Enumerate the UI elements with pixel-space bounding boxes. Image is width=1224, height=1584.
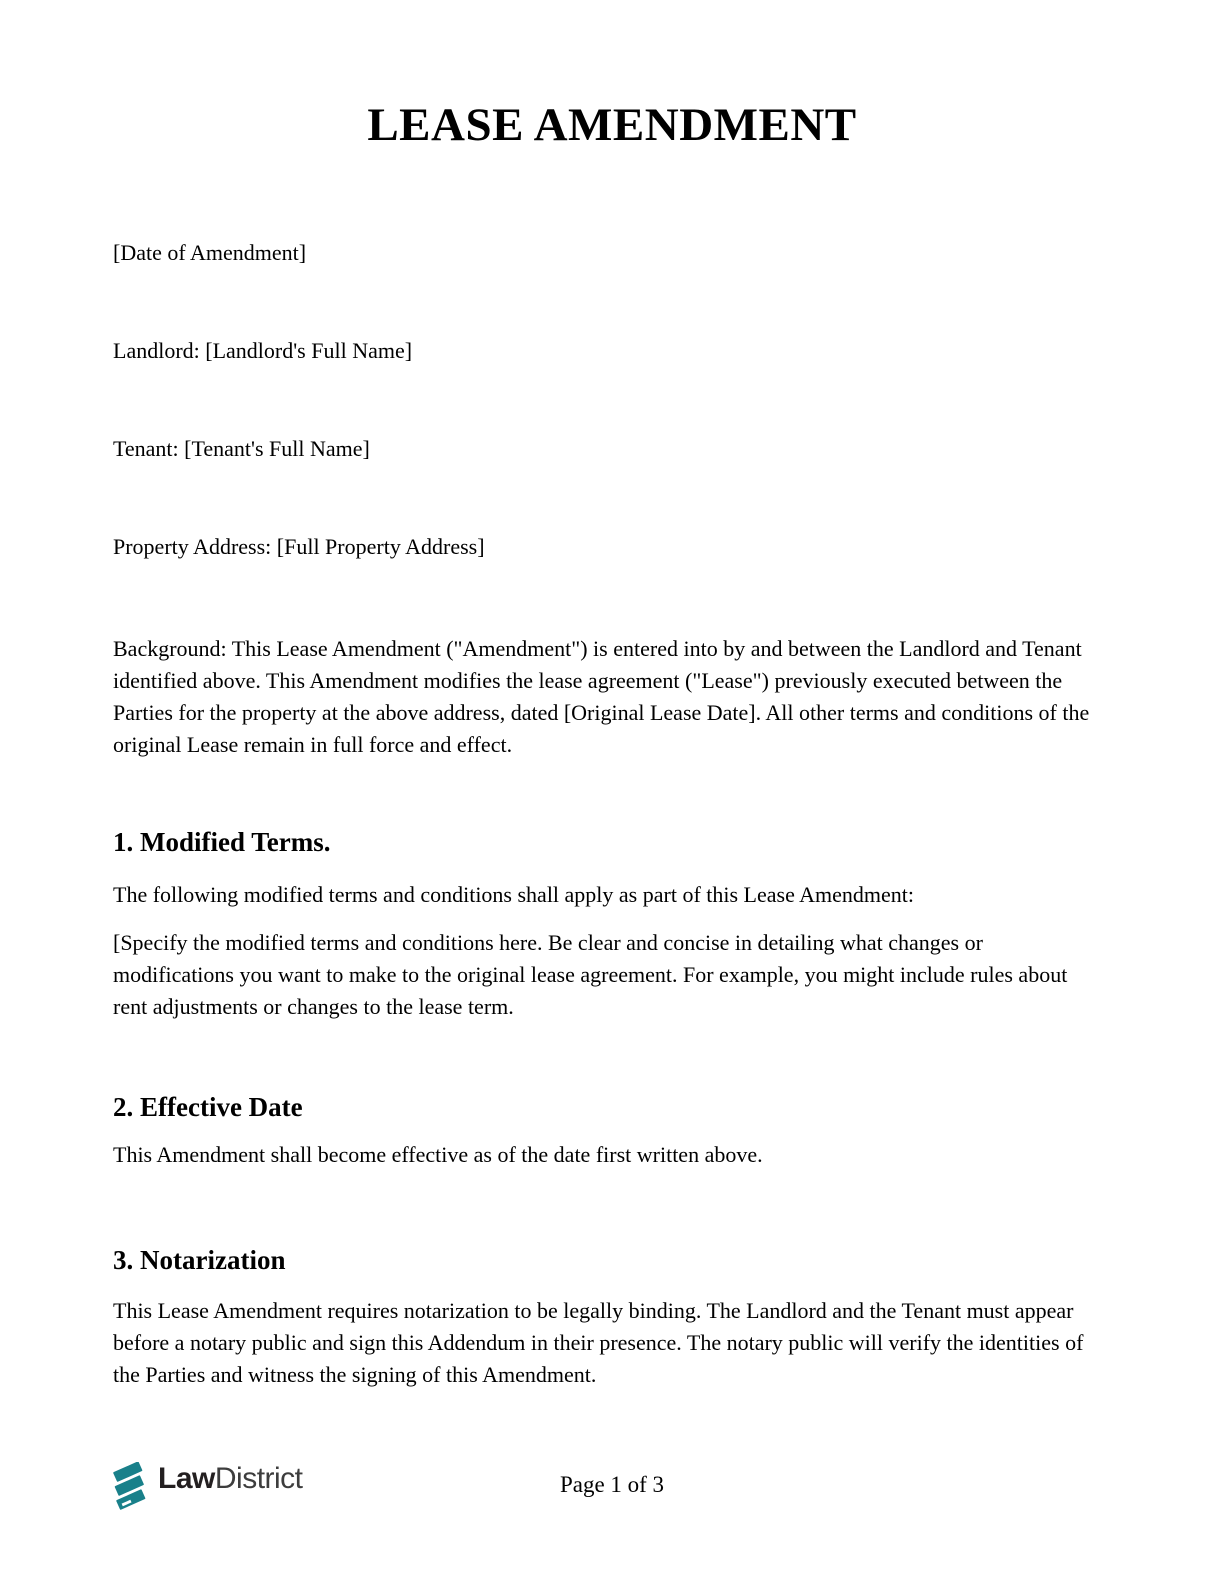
field-tenant-name: Tenant: [Tenant's Full Name] — [113, 436, 370, 461]
notarization-paragraph: This Lease Amendment requires notarization to be legally binding. The Landlord and the Tenant must appear before a notary public and sign this Addendum in their presence. The notary public will verify the identities of the Parties and witness the signing of this Amendment. — [113, 1298, 1084, 1387]
logo-text-district: District — [214, 1462, 303, 1495]
section-heading-effective-date: 2. Effective Date — [113, 1092, 303, 1122]
effective-date-paragraph: This Amendment shall become effective as of the date first written above. — [113, 1142, 763, 1167]
page-number: Page 1 of 3 — [559, 1472, 665, 1497]
field-landlord-name: Landlord: [Landlord's Full Name] — [113, 338, 413, 363]
modified-terms-intro-paragraph: The following modified terms and conditions shall apply as part of this Lease Amendment: — [113, 882, 915, 907]
field-date-of-amendment: [Date of Amendment] — [113, 240, 307, 265]
section-heading-modified-terms: 1. Modified Terms. — [113, 827, 331, 857]
logo-text-law: Law — [158, 1462, 215, 1495]
modified-terms-placeholder-paragraph: [Specify the modified terms and conditions here. Be clear and concise in detailing what changes or modifications you want to make to the original lease agreement. For example, you might include rules about rent adjustments or changes to the lease term. — [113, 930, 1068, 1019]
page-footer — [110, 1460, 1114, 1524]
section-heading-notarization: 3. Notarization — [113, 1245, 286, 1275]
background-paragraph: Background: This Lease Amendment ("Amendment") is entered into by and between the Landlord and Tenant identified above. This Amendment modifies the lease agreement ("Lease") previously executed between the Parties for the property at the above address, dated [Original Lease Date]. All other terms and conditions of the original Lease remain in full force and effect. — [113, 636, 1090, 757]
field-property-address: Property Address: [Full Property Address] — [113, 534, 485, 559]
document-title: LEASE AMENDMENT — [367, 99, 857, 151]
